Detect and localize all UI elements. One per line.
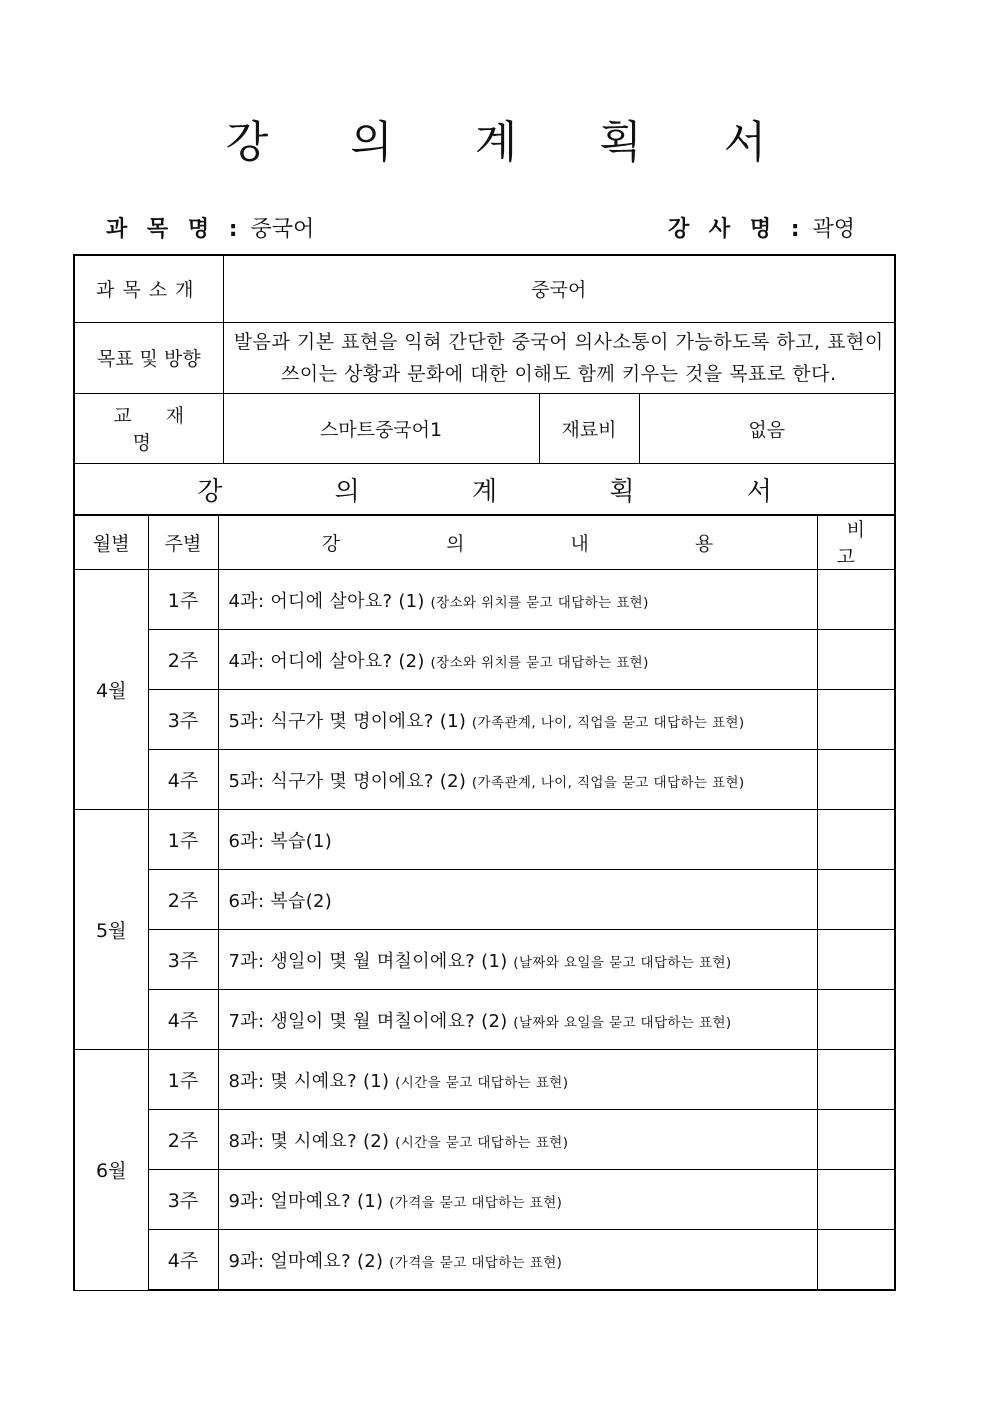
goal-row [74, 322, 895, 393]
content-cell [218, 990, 817, 1050]
table-row [74, 1170, 895, 1230]
goal-label: 목표 및 방향 [74, 322, 223, 393]
table-row [74, 570, 895, 630]
header-content: 강 의 내 용 [218, 515, 817, 570]
table-row [74, 990, 895, 1050]
lesson-title: 6과: 복습(2) [228, 890, 333, 912]
week-cell: 2주 [148, 870, 218, 930]
fee-label: 재료비 [539, 393, 639, 463]
instructor-line [668, 212, 855, 243]
note-cell [817, 1230, 895, 1291]
note-cell [817, 990, 895, 1050]
note-cell [817, 750, 895, 810]
note-cell [817, 870, 895, 930]
subject-label: 과 목 명 : [106, 217, 244, 242]
lesson-detail: (가격을 묻고 대답하는 표현) [389, 1254, 563, 1271]
content-cell [218, 1170, 817, 1230]
week-cell: 1주 [148, 570, 218, 630]
week-cell: 3주 [148, 1170, 218, 1230]
textbook-row [74, 393, 895, 463]
note-cell [817, 930, 895, 990]
lesson-detail: (가격을 묻고 대답하는 표현) [389, 1194, 563, 1211]
intro-label: 과목소개 [74, 255, 223, 322]
table-row [74, 1230, 895, 1291]
lesson-detail: (장소와 위치를 묻고 대답하는 표현) [430, 654, 649, 671]
note-cell [817, 1110, 895, 1170]
content-cell [218, 1230, 817, 1291]
week-cell: 2주 [148, 630, 218, 690]
content-cell [218, 1050, 817, 1110]
month-cell: 4월 [74, 570, 148, 810]
note-cell [817, 1050, 895, 1110]
content-cell [218, 750, 817, 810]
lesson-detail: (장소와 위치를 묻고 대답하는 표현) [430, 594, 649, 611]
content-cell [218, 630, 817, 690]
table-row [74, 870, 895, 930]
lesson-title: 5과: 식구가 몇 명이에요? (1) [228, 710, 467, 732]
header-month: 월별 [74, 515, 148, 570]
subject-value: 중국어 [250, 217, 315, 242]
lesson-title: 7과: 생일이 몇 월 며칠이에요? (1) [228, 950, 508, 972]
intro-value: 중국어 [223, 255, 895, 322]
table-row [74, 690, 895, 750]
lesson-detail: (시간을 묻고 대답하는 표현) [395, 1074, 569, 1091]
note-cell [817, 630, 895, 690]
table-row [74, 1110, 895, 1170]
header-week: 주별 [148, 515, 218, 570]
week-cell: 1주 [148, 810, 218, 870]
lesson-detail: (가족관계, 나이, 직업을 묻고 대답하는 표현) [471, 774, 745, 791]
header-note: 비 고 [817, 515, 895, 570]
textbook-value: 스마트중국어1 [223, 393, 539, 463]
schedule-section-title: 강 의 계 획 서 [74, 463, 895, 515]
lesson-title: 5과: 식구가 몇 명이에요? (2) [228, 770, 467, 792]
lesson-detail: (날짜와 요일을 묻고 대답하는 표현) [513, 954, 732, 971]
content-cell [218, 870, 817, 930]
note-cell [817, 690, 895, 750]
intro-row [74, 255, 895, 322]
note-cell [817, 570, 895, 630]
week-cell: 4주 [148, 1230, 218, 1291]
month-cell: 5월 [74, 810, 148, 1050]
week-cell: 4주 [148, 990, 218, 1050]
table-row [74, 930, 895, 990]
note-cell [817, 810, 895, 870]
week-cell: 1주 [148, 1050, 218, 1110]
schedule-section-title-row [74, 463, 895, 515]
lesson-detail: (날짜와 요일을 묻고 대답하는 표현) [513, 1014, 732, 1031]
table-row [74, 750, 895, 810]
week-cell: 3주 [148, 930, 218, 990]
week-cell: 3주 [148, 690, 218, 750]
subject-line [106, 212, 314, 243]
lesson-title: 9과: 얼마예요? (1) [228, 1190, 384, 1212]
lesson-detail: (시간을 묻고 대답하는 표현) [395, 1134, 569, 1151]
note-cell [817, 1170, 895, 1230]
week-cell: 2주 [148, 1110, 218, 1170]
content-cell [218, 570, 817, 630]
schedule-header-row [74, 515, 895, 570]
goal-value: 발음과 기본 표현을 익혀 간단한 중국어 의사소통이 가능하도록 하고, 표현이 쓰이는 상황과 문화에 대한 이해도 함께 키우는 것을 목표로 한다. [223, 322, 895, 393]
lesson-title: 6과: 복습(1) [228, 830, 333, 852]
lesson-title: 4과: 어디에 살아요? (2) [228, 650, 425, 672]
lesson-title: 8과: 몇 시예요? (2) [228, 1130, 390, 1152]
content-cell [218, 690, 817, 750]
fee-value: 없음 [639, 393, 895, 463]
textbook-label: 교 재 명 [74, 393, 223, 463]
content-cell [218, 930, 817, 990]
course-info-table [73, 254, 896, 516]
document-title: 강 의 계 획 서 [225, 117, 801, 168]
content-cell [218, 810, 817, 870]
instructor-value: 곽영 [812, 217, 856, 242]
lesson-title: 8과: 몇 시예요? (1) [228, 1070, 390, 1092]
content-cell [218, 1110, 817, 1170]
month-cell: 6월 [74, 1050, 148, 1291]
lesson-detail: (가족관계, 나이, 직업을 묻고 대답하는 표현) [471, 714, 745, 731]
lesson-title: 9과: 얼마예요? (2) [228, 1250, 384, 1272]
instructor-label: 강 사 명 : [668, 217, 806, 242]
schedule-table [73, 514, 896, 1291]
lesson-title: 4과: 어디에 살아요? (1) [228, 590, 425, 612]
lesson-title: 7과: 생일이 몇 월 며칠이에요? (2) [228, 1010, 508, 1032]
table-row [74, 630, 895, 690]
table-row [74, 1050, 895, 1110]
week-cell: 4주 [148, 750, 218, 810]
table-row [74, 810, 895, 870]
